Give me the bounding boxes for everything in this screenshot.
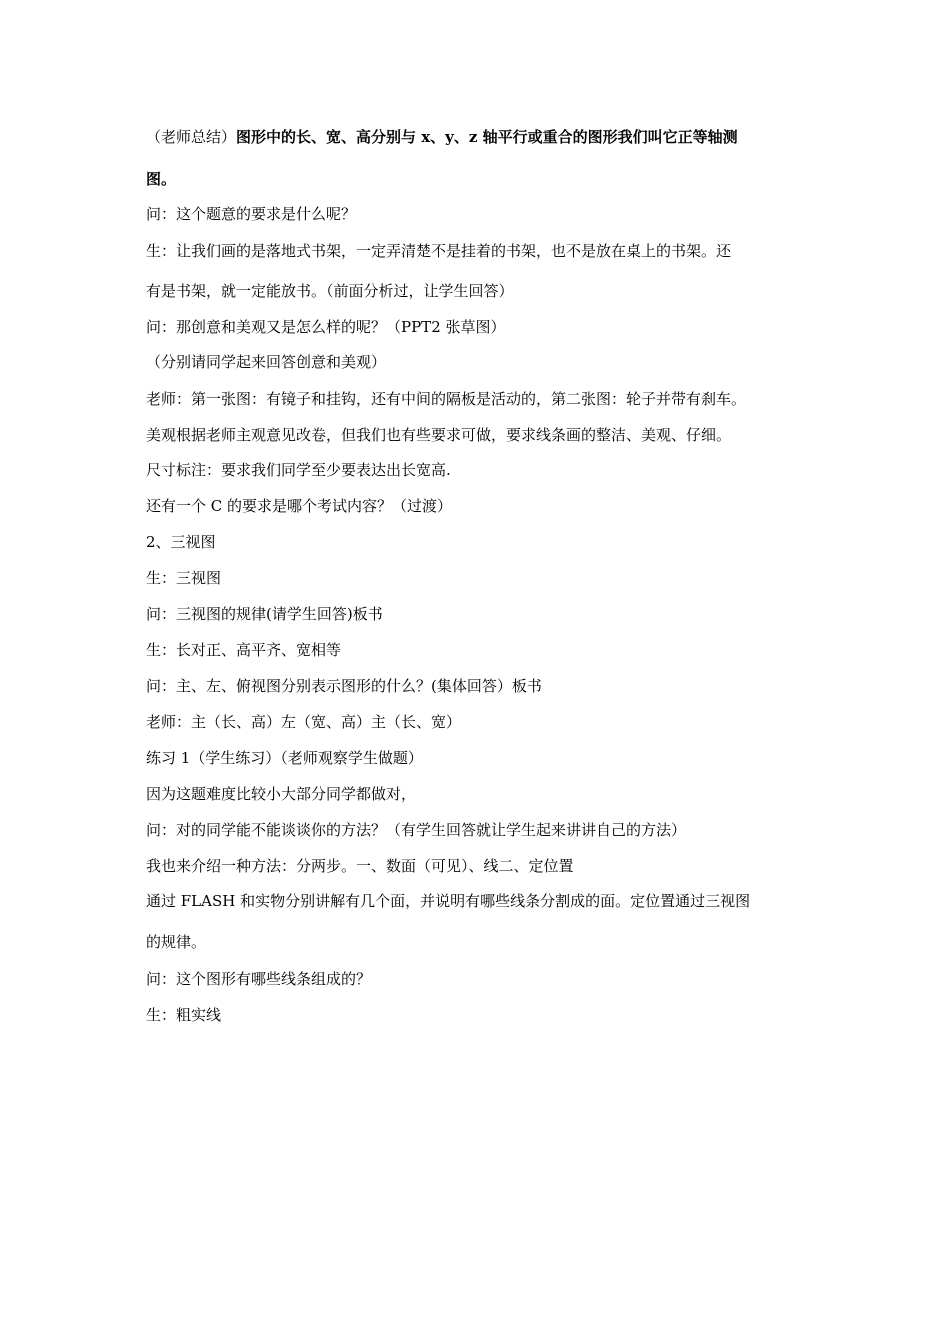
summary-line-2: 图。 xyxy=(146,170,177,188)
paragraph-line: 问：主、左、俯视图分别表示图形的什么？(集体回答）板书 xyxy=(146,677,542,695)
paragraph-line: 通过 FLASH 和实物分别讲解有几个面，并说明有哪些线条分割成的面。定位置通过三视图 xyxy=(146,892,751,910)
paragraph-line: 老师：主（长、高）左（宽、高）主（长、宽） xyxy=(146,713,462,731)
paragraph-line: 因为这题难度比较小大部分同学都做对， xyxy=(146,785,417,803)
paragraph-line: 问：这个图形有哪些线条组成的？ xyxy=(146,970,372,988)
paragraph-line: 2、三视图 xyxy=(146,533,216,551)
paragraph-line: 问：对的同学能不能谈谈你的方法？（有学生回答就让学生起来讲讲自己的方法） xyxy=(146,821,687,839)
paragraph-line: 问：三视图的规律(请学生回答)板书 xyxy=(146,605,383,623)
paragraph-line: 老师：第一张图：有镜子和挂钩，还有中间的隔板是活动的，第二张图：轮子并带有刹车。 xyxy=(146,390,747,408)
paragraph-line: （分别请同学起来回答创意和美观） xyxy=(146,353,387,371)
paragraph-line: 生：长对正、高平齐、宽相等 xyxy=(146,641,342,659)
summary-line-1 xyxy=(146,128,816,146)
paragraph-line: 生：粗实线 xyxy=(146,1006,222,1024)
paragraph-line: 的规律。 xyxy=(146,933,207,951)
paragraph-line: 问：那创意和美观又是怎么样的呢？（PPT2 张草图） xyxy=(146,318,506,336)
paragraph-line: 尺寸标注：要求我们同学至少要表达出长宽高. xyxy=(146,461,451,479)
paragraph-line: 我也来介绍一种方法：分两步。一、数面（可见）、线二、定位置 xyxy=(146,857,574,875)
paragraph-line: 美观根据老师主观意见改卷，但我们也有些要求可做，要求线条画的整洁、美观、仔细。 xyxy=(146,426,732,444)
paragraph-line: 问：这个题意的要求是什么呢？ xyxy=(146,205,357,223)
summary-bold-text: 图形中的长、宽、高分别与 x、y、z 轴平行或重合的图形我们叫它正等轴测 xyxy=(236,128,738,146)
summary-prefix: （老师总结） xyxy=(146,128,237,146)
paragraph-line: 还有一个 C 的要求是哪个考试内容？（过渡） xyxy=(146,497,453,515)
paragraph-line: 生：让我们画的是落地式书架，一定弄清楚不是挂着的书架，也不是放在桌上的书架。还 xyxy=(146,242,732,260)
paragraph-line: 练习 1（学生练习）（老师观察学生做题） xyxy=(146,749,423,767)
paragraph-line: 有是书架，就一定能放书。（前面分析过，让学生回答） xyxy=(146,282,514,300)
paragraph-line: 生：三视图 xyxy=(146,569,222,587)
